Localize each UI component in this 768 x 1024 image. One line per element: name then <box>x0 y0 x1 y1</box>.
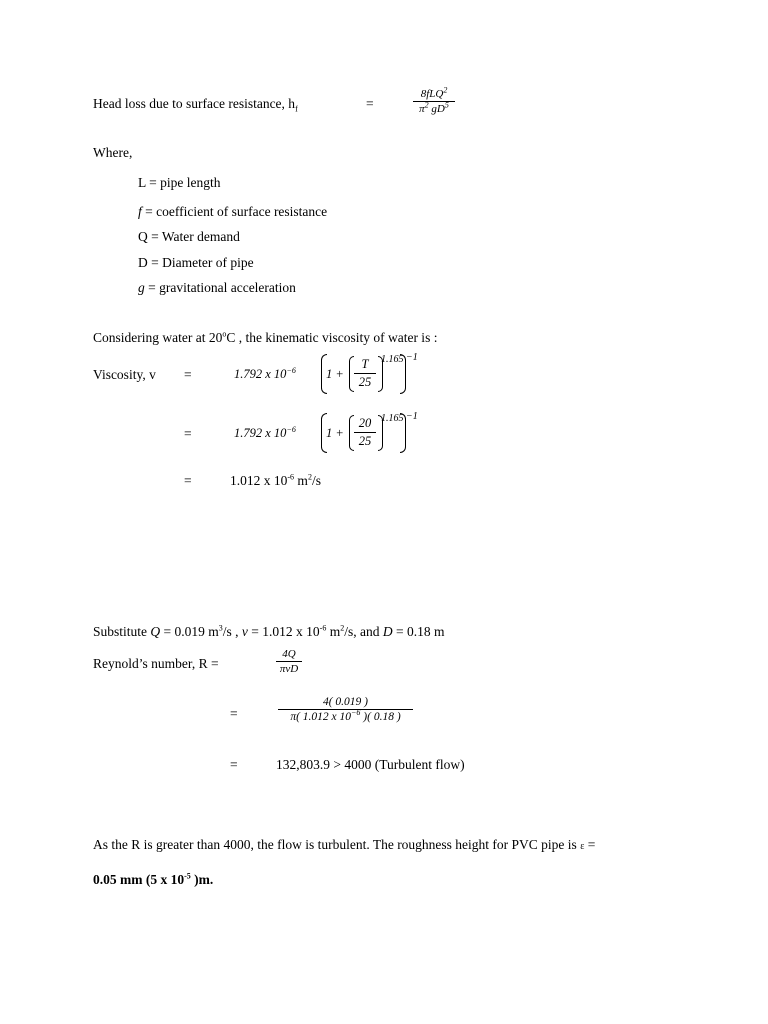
where-item-friction <box>138 204 327 220</box>
intro-pre: Considering water at 20 <box>93 330 223 345</box>
fraction-bar <box>276 661 302 662</box>
viscosity-equals-3: = <box>184 473 192 488</box>
sub-v-val: = 1.012 x 10 <box>247 624 320 639</box>
sub-pre: Substitute <box>93 624 151 639</box>
desc-l: = pipe length <box>145 175 221 190</box>
conclusion2-post: )m. <box>190 872 214 887</box>
result-mid: m <box>294 473 308 488</box>
coef-sup: −6 <box>286 365 296 375</box>
sym-q: Q <box>138 229 148 244</box>
where-item-length <box>138 175 220 191</box>
head-loss-num-sup: 2 <box>443 85 448 95</box>
reynolds-label: Reynold’s number, R = <box>93 656 219 671</box>
where-item-diameter <box>138 255 254 271</box>
one-plus-1: 1 + <box>326 367 344 381</box>
exp-inner-2: 1.165 <box>381 413 404 424</box>
result-sup: -6 <box>287 472 295 482</box>
viscosity-coef-2 <box>234 426 296 441</box>
conclusion2-sup: -5 <box>184 871 191 881</box>
reynolds-num: 4Q <box>282 648 296 660</box>
head-loss-label <box>93 96 298 112</box>
sub-den-sup: −6 <box>351 708 361 718</box>
where-heading: Where, <box>93 145 133 160</box>
sub-den-pre: π( 1.012 x 10 <box>290 711 352 723</box>
result-post: /s <box>311 473 321 488</box>
exp-inner-1: 1.165 <box>381 354 404 365</box>
sub-q-sup: 3 <box>218 623 223 633</box>
intro-post: C , the kinematic viscosity of water is : <box>226 330 438 345</box>
viscosity-result <box>230 473 321 489</box>
sub-den-post: )( 0.18 ) <box>360 711 401 723</box>
head-loss-text: Head loss due to surface resistance, h <box>93 96 296 111</box>
sub-q-post: /s , <box>222 624 242 639</box>
sub-v: v <box>241 624 248 639</box>
sub-q: Q <box>150 624 161 639</box>
desc-f: = coefficient of surface resistance <box>141 204 328 219</box>
fraction-bar <box>354 373 376 374</box>
result-sup2: 2 <box>307 472 312 482</box>
head-loss-fraction <box>413 85 455 115</box>
desc-d: = Diameter of pipe <box>147 255 254 270</box>
conclusion-line1 <box>93 837 595 853</box>
frac2-den: 25 <box>358 434 372 448</box>
where-item-gravity <box>138 280 296 296</box>
head-loss-numerator <box>413 85 455 100</box>
reynolds-sub-fraction <box>278 696 413 723</box>
sub-v-sup2: 2 <box>340 623 345 633</box>
coef-text: 1.792 x 10 <box>234 367 287 381</box>
viscosity-frac-1 <box>354 357 376 390</box>
reynolds-equals-2: = <box>230 757 238 772</box>
viscosity-frac-2 <box>354 416 376 449</box>
frac2-num: 20 <box>358 416 372 430</box>
coef-text: 1.792 x 10 <box>234 426 287 440</box>
sub-v-sup: -6 <box>319 623 327 633</box>
viscosity-equals-1: = <box>184 367 192 382</box>
sub-d-val: = 0.18 m <box>392 624 445 639</box>
conclusion-text: As the R is greater than 4000, the flow is turbulent. The roughness height for PVC pipe is <box>93 837 581 852</box>
frac1-den: 25 <box>358 375 372 389</box>
reynolds-equals-1: = <box>230 706 238 721</box>
sub-d: D <box>382 624 393 639</box>
reynolds-result: 132,803.9 > 4000 (Turbulent flow) <box>276 757 465 772</box>
coef-sup: −6 <box>286 424 296 434</box>
den-gd-sup: 5 <box>444 100 449 110</box>
conclusion-line2 <box>93 872 213 888</box>
reynolds-fraction <box>276 648 302 675</box>
reynolds-sub-num: 4( 0.019 ) <box>322 696 369 708</box>
reynolds-den: πvD <box>279 663 299 675</box>
viscosity-coef-1 <box>234 367 296 382</box>
substitute-line <box>93 624 444 640</box>
exp-outer-2: −1 <box>406 411 418 422</box>
den-gd: gD <box>431 103 445 115</box>
den-pi-sup: 2 <box>424 100 429 110</box>
den-pi: π <box>419 103 425 115</box>
sym-d: D <box>138 255 148 270</box>
one-plus-2: 1 + <box>326 426 344 440</box>
epsilon-symbol: ε <box>580 841 585 852</box>
viscosity-intro <box>93 330 437 346</box>
head-loss-denominator <box>413 100 455 115</box>
desc-q: = Water demand <box>147 229 240 244</box>
head-loss-sub: f <box>295 104 298 114</box>
head-loss-equals: = <box>366 96 374 111</box>
head-loss-num-text: 8fLQ <box>420 88 444 100</box>
desc-g: = gravitational acceleration <box>144 280 296 295</box>
result-pre: 1.012 x 10 <box>230 473 288 488</box>
fraction-bar <box>354 432 376 433</box>
sym-g: g <box>138 280 145 295</box>
sub-q-val: = 0.019 m <box>160 624 219 639</box>
sym-l: L <box>138 175 146 190</box>
intro-degree: o <box>222 329 227 339</box>
viscosity-equals-2: = <box>184 426 192 441</box>
sub-v-post: /s, and <box>344 624 383 639</box>
conclusion2-pre: 0.05 mm (5 x 10 <box>93 872 185 887</box>
viscosity-label: Viscosity, v <box>93 367 156 382</box>
where-item-demand <box>138 229 240 245</box>
reynolds-sub-den <box>278 708 413 723</box>
sub-v-mid: m <box>326 624 341 639</box>
sym-f: f <box>138 204 142 219</box>
conclusion-eq: = <box>584 837 596 852</box>
frac1-num: T <box>361 357 369 371</box>
exp-outer-1: −1 <box>406 352 418 363</box>
fraction-bar <box>278 709 413 710</box>
